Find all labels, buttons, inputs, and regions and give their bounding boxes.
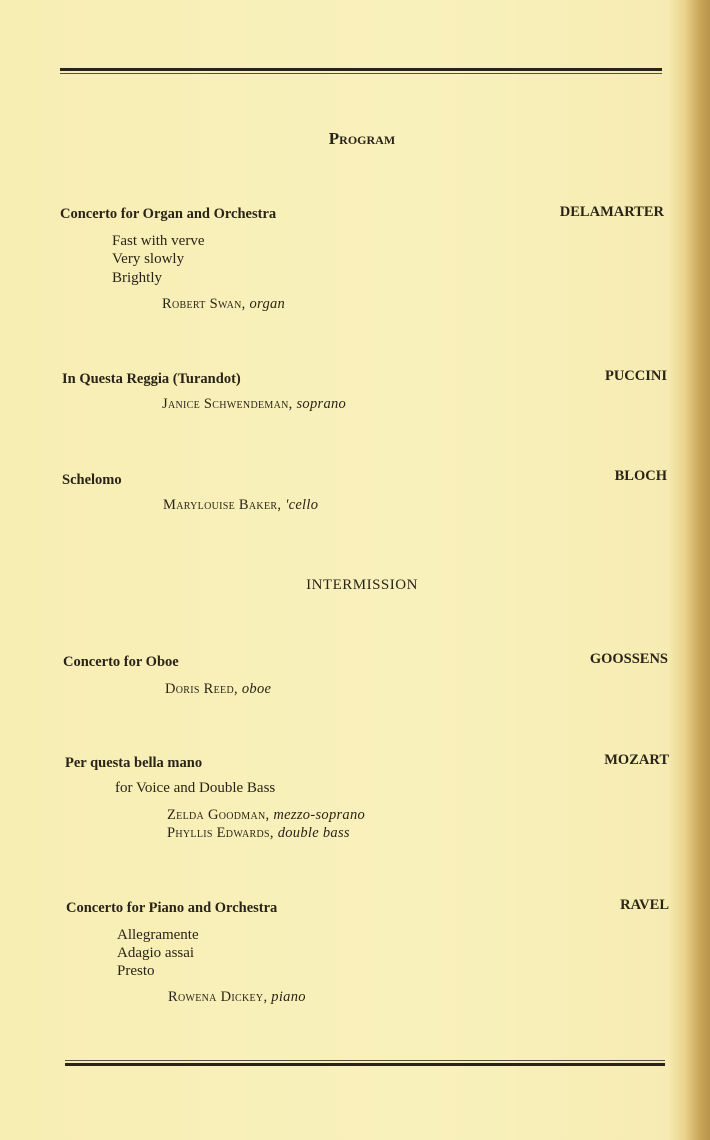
performer: Robert Swan, organ [162,296,286,312]
performer: Rowena Dickey, piano [168,989,306,1005]
piece-title: Concerto for Organ and Orchestra [60,206,277,222]
piece-title: In Questa Reggia (Turandot) [62,371,241,387]
bottom-rule [65,1063,665,1066]
performer-role: 'cello [285,497,319,513]
composer: MOZART [604,752,669,768]
performer-role: oboe [241,681,272,697]
movement: Fast with verve [112,233,205,249]
performer-name: Rowena Dickey [168,989,264,1005]
piece-title: Schelomo [62,472,122,488]
performer-name: Marylouise Baker [163,497,278,513]
bottom-rule-thin [65,1060,665,1061]
performer-role: piano [271,989,306,1005]
movement: Adagio assai [117,945,195,961]
movement: Allegramente [117,927,199,943]
performer: Marylouise Baker, 'cello [163,497,319,513]
performer: Doris Reed, oboe [165,681,272,697]
movement: Very slowly [112,251,185,267]
performer-role: organ [249,296,286,312]
composer: GOOSSENS [589,651,668,667]
movement: Brightly [112,270,163,286]
performer-role: soprano [296,396,347,412]
intermission-label: INTERMISSION [306,577,418,593]
piece-title: Per questa bella mano [65,755,203,771]
movement: Presto [117,963,155,979]
top-rule [60,68,662,71]
piece-title: Concerto for Oboe [63,654,179,670]
performer: Phyllis Edwards, double bass [167,825,350,841]
performer-name: Doris Reed [165,681,234,697]
top-rule-thin [60,73,662,74]
performer-name: Phyllis Edwards [167,825,270,841]
piece-subtitle: for Voice and Double Bass [115,780,276,796]
performer: Janice Schwendeman, soprano [162,396,347,412]
page-title: Program [328,129,396,148]
composer: PUCCINI [604,368,667,384]
performer-name: Janice Schwendeman [162,396,289,412]
performer-name: Zelda Goodman [167,807,266,823]
composer: BLOCH [614,468,667,484]
composer: RAVEL [620,897,669,913]
composer: DELAMARTER [559,204,664,220]
performer-role: mezzo-soprano [273,807,366,823]
performer: Zelda Goodman, mezzo-soprano [167,807,366,823]
piece-title: Concerto for Piano and Orchestra [66,900,278,916]
performer-role: double bass [277,825,350,841]
performer-name: Robert Swan [162,296,242,312]
